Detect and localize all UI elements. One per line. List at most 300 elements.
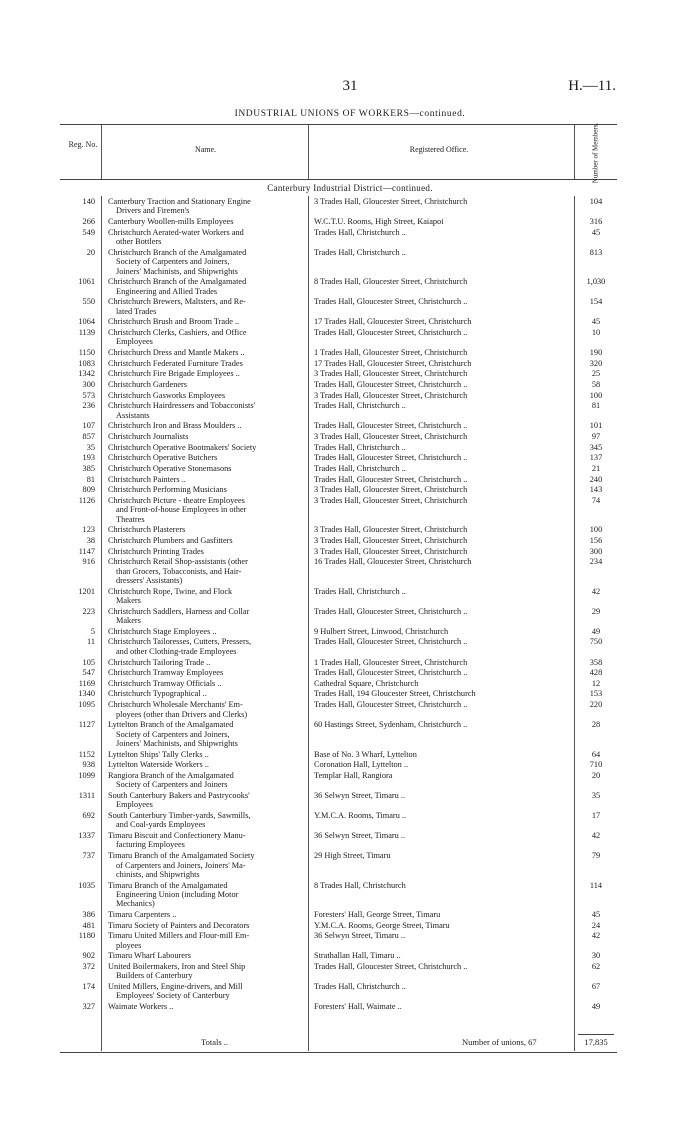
reg-number: 1064 bbox=[78, 317, 95, 327]
union-name-line: Christchurch Journalists bbox=[108, 431, 189, 441]
union-name bbox=[108, 475, 303, 484]
member-count: 137 bbox=[589, 453, 603, 463]
member-count: 42 bbox=[591, 831, 601, 841]
union-name-line: Joiners' Machinists, and Shipwrights bbox=[116, 738, 238, 748]
union-name bbox=[108, 380, 303, 389]
union-name-line: Christchurch Tailoresses, Cutters, Pressers, bbox=[108, 637, 252, 647]
union-name-line: Christchurch Printing Trades bbox=[108, 546, 204, 556]
reg-number: 481 bbox=[82, 920, 95, 930]
union-name bbox=[108, 217, 303, 226]
registered-office: Y.M.C.A. Rooms, George Street, Timaru bbox=[314, 920, 450, 930]
member-count: 358 bbox=[589, 657, 603, 667]
registered-office: 36 Selwyn Street, Timaru .. bbox=[314, 931, 406, 941]
reg-number: 1126 bbox=[78, 495, 95, 505]
union-name-line: Timaru United Millers and Flour-mill Em- bbox=[108, 931, 250, 941]
member-count: 143 bbox=[589, 485, 603, 495]
union-name bbox=[108, 297, 303, 316]
union-name-line: Christchurch Rope, Twine, and Flock bbox=[108, 586, 233, 596]
union-name bbox=[108, 485, 303, 494]
union-name bbox=[108, 951, 303, 960]
union-name bbox=[108, 228, 303, 247]
registered-office: Strathallan Hall, Timaru .. bbox=[314, 951, 401, 961]
registered-office: 36 Selwyn Street, Timaru .. bbox=[314, 831, 406, 841]
union-name-line: Christchurch Gasworks Employees bbox=[108, 390, 226, 400]
union-name-line: Employees bbox=[116, 337, 153, 347]
union-name bbox=[108, 658, 303, 667]
document-code: H.—11. bbox=[568, 78, 616, 94]
union-name-line: Assistants bbox=[116, 410, 150, 420]
registered-office: Trades Hall, Gloucester Street, Christchurch .. bbox=[314, 962, 468, 971]
union-name-line: Employees bbox=[116, 800, 153, 810]
reg-number: 123 bbox=[82, 525, 95, 535]
union-name bbox=[108, 668, 303, 677]
reg-number: 1150 bbox=[78, 348, 95, 357]
reg-number: 386 bbox=[82, 910, 95, 919]
member-count: 12 bbox=[591, 678, 601, 688]
registered-office: Cathedral Square, Christchurch bbox=[314, 678, 419, 688]
union-name-line: Builders of Canterbury bbox=[116, 971, 193, 981]
union-name bbox=[108, 443, 303, 452]
member-count: 74 bbox=[591, 495, 601, 505]
column-header-members: Number of Members. bbox=[591, 122, 600, 183]
registered-office: 1 Trades Hall, Gloucester Street, Christchurch bbox=[314, 657, 468, 667]
reg-number: 35 bbox=[86, 442, 95, 452]
registered-office: W.C.T.U. Rooms, High Street, Kaiapoi bbox=[314, 217, 444, 227]
union-name bbox=[108, 1002, 303, 1011]
reg-number: 1311 bbox=[78, 790, 95, 800]
member-count: 234 bbox=[589, 557, 603, 567]
union-name-line: Timaru Branch of the Amalgamated Society bbox=[108, 851, 255, 861]
reg-number: 300 bbox=[82, 379, 95, 389]
member-count: 190 bbox=[589, 348, 603, 357]
column-divider-3 bbox=[574, 125, 575, 179]
registered-office: 3 Trades Hall, Gloucester Street, Christchurch bbox=[314, 197, 468, 206]
union-name-line: Drivers and Firemen's bbox=[116, 206, 190, 216]
totals-unions: Number of unions, 67 bbox=[462, 1037, 537, 1047]
member-count: 153 bbox=[589, 689, 603, 699]
union-name bbox=[108, 421, 303, 430]
union-name-line: Christchurch Operative Butchers bbox=[108, 453, 218, 463]
union-name bbox=[108, 689, 303, 698]
union-name-line: Mechanics) bbox=[116, 899, 155, 909]
registered-office: Trades Hall, Christchurch .. bbox=[314, 463, 406, 473]
member-count: 813 bbox=[589, 247, 603, 257]
union-name-line: Timaru Biscuit and Confectionery Manu- bbox=[108, 831, 246, 841]
registered-office: 9 Hulbert Street, Linwood, Christchurch bbox=[314, 626, 449, 636]
member-count: 58 bbox=[591, 379, 601, 389]
union-name-line: Christchurch Plumbers and Gasfitters bbox=[108, 535, 233, 545]
union-name bbox=[108, 248, 303, 276]
union-name-line: Society of Carpenters and Joiners bbox=[116, 780, 228, 790]
union-name-line: Christchurch Performing Musicians bbox=[108, 485, 227, 495]
union-name-line: Christchurch Aerated-water Workers and bbox=[108, 227, 244, 237]
reg-number: 1083 bbox=[78, 358, 95, 368]
union-name bbox=[108, 453, 303, 462]
reg-number: 11 bbox=[87, 637, 95, 647]
union-name-line: lated Trades bbox=[116, 306, 157, 316]
union-name bbox=[108, 369, 303, 378]
union-name-line: Christchurch Branch of the Amalgamated bbox=[108, 277, 247, 287]
registered-office: Trades Hall, 194 Gloucester Street, Christchurch bbox=[314, 689, 476, 699]
reg-number: 193 bbox=[82, 453, 95, 463]
registered-office: Trades Hall, Gloucester Street, Christchurch .. bbox=[314, 421, 468, 431]
member-count: 45 bbox=[591, 317, 601, 327]
header-rule bbox=[60, 179, 617, 180]
union-name bbox=[108, 557, 303, 585]
union-name-line: Lyttelton Branch of the Amalgamated bbox=[108, 720, 234, 730]
member-count: 1,030 bbox=[586, 277, 606, 287]
union-name bbox=[108, 317, 303, 326]
registered-office: Trades Hall, Gloucester Street, Christchurch .. bbox=[314, 379, 468, 389]
registered-office: 8 Trades Hall, Gloucester Street, Christchurch bbox=[314, 277, 468, 287]
reg-number: 938 bbox=[82, 760, 95, 770]
registered-office: Trades Hall, Christchurch .. bbox=[314, 442, 406, 452]
page-number: 31 bbox=[342, 78, 358, 94]
union-name bbox=[108, 881, 303, 909]
member-count: 17 bbox=[591, 811, 601, 820]
member-count: 29 bbox=[591, 606, 601, 616]
union-name-line: Lyttelton Ships' Tally Clerks .. bbox=[108, 749, 209, 759]
registered-office: 3 Trades Hall, Gloucester Street, Christchurch bbox=[314, 369, 468, 379]
union-name bbox=[108, 359, 303, 368]
union-name-line: South Canterbury Timber-yards, Sawmills, bbox=[108, 811, 251, 820]
registered-office: Trades Hall, Gloucester Street, Christchurch .. bbox=[314, 606, 468, 616]
column-divider-1 bbox=[101, 125, 102, 179]
union-name-line: Waimate Workers .. bbox=[108, 1002, 174, 1012]
union-name-line: chinists, and Shipwrights bbox=[116, 869, 200, 879]
union-name-line: and other Clothing-trade Employees bbox=[116, 646, 237, 656]
member-count: 97 bbox=[591, 431, 601, 441]
member-count: 114 bbox=[589, 880, 603, 890]
top-rule bbox=[60, 124, 617, 125]
registered-office: Trades Hall, Gloucester Street, Christchurch .. bbox=[314, 700, 468, 710]
reg-number: 809 bbox=[82, 485, 95, 495]
registered-office: Trades Hall, Gloucester Street, Christchurch .. bbox=[314, 453, 468, 463]
registered-office: Trades Hall, Christchurch .. bbox=[314, 586, 406, 596]
union-name bbox=[108, 760, 303, 769]
union-name-line: Christchurch Federated Furniture Trades bbox=[108, 358, 243, 368]
union-name-line: Canterbury Traction and Stationary Engine bbox=[108, 197, 251, 206]
union-name bbox=[108, 525, 303, 534]
reg-number: 916 bbox=[82, 557, 95, 567]
reg-number: 81 bbox=[86, 474, 95, 484]
union-name bbox=[108, 391, 303, 400]
registered-office: Trades Hall, Christchurch .. bbox=[314, 227, 406, 237]
union-name-line: Christchurch Hairdressers and Tobacconists' bbox=[108, 401, 256, 411]
reg-number: 385 bbox=[82, 463, 95, 473]
registered-office: Y.M.C.A. Rooms, Timaru .. bbox=[314, 811, 407, 820]
reg-number: 1201 bbox=[78, 586, 95, 596]
union-name-line: and Front-of-house Employees in other bbox=[116, 505, 247, 515]
member-count: 24 bbox=[591, 920, 601, 930]
member-count: 710 bbox=[589, 760, 603, 770]
column-header-office: Registered Office. bbox=[409, 145, 469, 154]
reg-number: 38 bbox=[86, 535, 95, 545]
registered-office: 3 Trades Hall, Gloucester Street, Christchurch bbox=[314, 431, 468, 441]
member-count: 35 bbox=[591, 790, 601, 800]
union-name bbox=[108, 700, 303, 719]
column-divider-6 bbox=[574, 196, 575, 1051]
member-count: 42 bbox=[591, 586, 601, 596]
table-title: INDUSTRIAL UNIONS OF WORKERS—continued. bbox=[234, 109, 466, 119]
union-name-line: Christchurch Painters .. bbox=[108, 474, 186, 484]
reg-number: 1169 bbox=[78, 678, 95, 688]
union-name bbox=[108, 607, 303, 626]
registered-office: 3 Trades Hall, Gloucester Street, Christchurch bbox=[314, 390, 468, 400]
union-name-line: Christchurch Tramway Officials .. bbox=[108, 678, 222, 688]
reg-number: 236 bbox=[82, 401, 95, 411]
registered-office: 36 Selwyn Street, Timaru .. bbox=[314, 790, 406, 800]
member-count: 20 bbox=[591, 770, 601, 780]
member-count: 81 bbox=[591, 401, 601, 411]
member-count: 64 bbox=[591, 749, 601, 759]
column-divider-2 bbox=[308, 125, 309, 179]
union-name bbox=[108, 536, 303, 545]
registered-office: Base of No. 3 Wharf, Lyttelton bbox=[314, 749, 417, 759]
column-header-reg: Reg. No. bbox=[68, 140, 98, 149]
union-name-line: Timaru Society of Painters and Decorators bbox=[108, 920, 250, 930]
reg-number: 857 bbox=[82, 431, 95, 441]
union-name bbox=[108, 401, 303, 420]
reg-number: 737 bbox=[82, 851, 95, 861]
union-name-line: South Canterbury Bakers and Pastrycooks' bbox=[108, 790, 250, 800]
member-count: 316 bbox=[589, 217, 603, 227]
registered-office: Trades Hall, Gloucester Street, Christchurch .. bbox=[314, 637, 468, 647]
union-name bbox=[108, 328, 303, 347]
union-name bbox=[108, 277, 303, 296]
member-count: 49 bbox=[591, 1002, 601, 1012]
reg-number: 573 bbox=[82, 390, 95, 400]
member-count: 156 bbox=[589, 535, 603, 545]
union-name bbox=[108, 771, 303, 790]
union-name-line: other Bottlers bbox=[116, 237, 162, 247]
union-name-line: Christchurch Plasterers bbox=[108, 525, 186, 535]
registered-office: Trades Hall, Gloucester Street, Christchurch .. bbox=[314, 297, 468, 307]
union-name-line: Christchurch Picture - theatre Employees bbox=[108, 495, 245, 505]
registered-office: 3 Trades Hall, Gloucester Street, Christchurch bbox=[314, 535, 468, 545]
reg-number: 1127 bbox=[78, 720, 95, 730]
union-name-line: Christchurch Typographical .. bbox=[108, 689, 207, 699]
union-name bbox=[108, 496, 303, 524]
union-name-line: Christchurch Saddlers, Harness and Collar bbox=[108, 606, 250, 616]
registered-office: 3 Trades Hall, Gloucester Street, Christchurch bbox=[314, 546, 468, 556]
member-count: 45 bbox=[591, 227, 601, 237]
union-name-line: Joiners' Machinists, and Shipwrights bbox=[116, 266, 238, 276]
union-name-line: Christchurch Clerks, Cashiers, and Office bbox=[108, 327, 247, 337]
union-name-line: facturing Employees bbox=[116, 840, 185, 850]
registered-office: 3 Trades Hall, Gloucester Street, Christchurch bbox=[314, 485, 468, 495]
member-count: 28 bbox=[591, 720, 601, 730]
reg-number: 1147 bbox=[78, 546, 95, 556]
member-count: 300 bbox=[589, 546, 603, 556]
union-name bbox=[108, 627, 303, 636]
registered-office: Trades Hall, Gloucester Street, Christchurch .. bbox=[314, 327, 468, 337]
union-name bbox=[108, 811, 303, 830]
member-count: 62 bbox=[591, 962, 601, 971]
member-count: 100 bbox=[589, 390, 603, 400]
union-name bbox=[108, 348, 303, 357]
union-name-line: Engineering and Allied Trades bbox=[116, 286, 218, 296]
union-name-line: Christchurch Tailoring Trade .. bbox=[108, 657, 211, 667]
union-name-line: ployees (other than Drivers and Clerks) bbox=[116, 709, 248, 719]
union-name-line: dressers' Assistants) bbox=[116, 576, 183, 586]
member-count: 428 bbox=[589, 668, 603, 678]
member-count: 79 bbox=[591, 851, 601, 861]
reg-number: 1180 bbox=[78, 931, 95, 941]
reg-number: 327 bbox=[82, 1002, 95, 1012]
registered-office: Trades Hall, Christchurch .. bbox=[314, 247, 406, 257]
union-name-line: Christchurch Iron and Brass Moulders .. bbox=[108, 421, 242, 431]
reg-number: 107 bbox=[82, 421, 95, 431]
registered-office: 3 Trades Hall, Gloucester Street, Christchurch bbox=[314, 525, 468, 535]
union-name-line: Christchurch Operative Stonemasons bbox=[108, 463, 232, 473]
union-name-line: Christchurch Brush and Broom Trade .. bbox=[108, 317, 240, 327]
reg-number: 1342 bbox=[78, 369, 95, 379]
reg-number: 902 bbox=[82, 951, 95, 961]
member-count: 21 bbox=[591, 463, 601, 473]
union-name-line: Employees' Society of Canterbury bbox=[116, 991, 230, 1001]
column-divider-5 bbox=[308, 196, 309, 1051]
member-count: 100 bbox=[589, 525, 603, 535]
union-name bbox=[108, 982, 303, 1001]
member-count: 45 bbox=[591, 910, 601, 919]
registered-office: Trades Hall, Gloucester Street, Christchurch .. bbox=[314, 668, 468, 678]
union-name bbox=[108, 791, 303, 810]
totals-rule bbox=[578, 1034, 614, 1035]
reg-number: 20 bbox=[86, 247, 95, 257]
union-name-line: Christchurch Retail Shop-assistants (other bbox=[108, 557, 248, 567]
registered-office: Foresters' Hall, George Street, Timaru bbox=[314, 910, 441, 919]
registered-office: 17 Trades Hall, Gloucester Street, Christchurch bbox=[314, 358, 472, 368]
union-name-line: Christchurch Operative Bootmakers' Society bbox=[108, 442, 257, 452]
union-name-line: Timaru Wharf Labourers bbox=[108, 951, 191, 961]
column-divider-4 bbox=[101, 196, 102, 1051]
member-count: 345 bbox=[589, 442, 603, 452]
registered-office: 16 Trades Hall, Gloucester Street, Christchurch bbox=[314, 557, 472, 567]
union-name-line: Christchurch Dress and Mantle Makers .. bbox=[108, 348, 245, 357]
union-name-line: Theatres bbox=[116, 514, 145, 524]
reg-number: 1035 bbox=[78, 880, 95, 890]
member-count: 49 bbox=[591, 626, 601, 636]
union-name bbox=[108, 464, 303, 473]
member-count: 101 bbox=[589, 421, 603, 431]
column-header-name: Name. bbox=[194, 145, 217, 154]
union-name-line: Christchurch Branch of the Amalgamated bbox=[108, 247, 247, 257]
union-name-line: United Millers, Engine-drivers, and Mill bbox=[108, 982, 243, 992]
union-name-line: Christchurch Tramway Employees bbox=[108, 668, 224, 678]
union-name bbox=[108, 587, 303, 606]
reg-number: 174 bbox=[82, 982, 95, 992]
reg-number: 1340 bbox=[78, 689, 95, 699]
member-count: 104 bbox=[589, 197, 603, 206]
registered-office: Trades Hall, Gloucester Street, Christchurch .. bbox=[314, 474, 468, 484]
union-name-line: Society of Carpenters and Joiners, bbox=[116, 257, 230, 267]
union-name-line: Christchurch Stage Employees .. bbox=[108, 626, 217, 636]
reg-number: 1337 bbox=[78, 831, 95, 841]
union-name bbox=[108, 432, 303, 441]
reg-number: 1099 bbox=[78, 770, 95, 780]
union-name-line: Christchurch Fire Brigade Employees .. bbox=[108, 369, 240, 379]
union-name bbox=[108, 851, 303, 879]
district-heading: Canterbury Industrial District—continued. bbox=[267, 183, 433, 193]
union-name bbox=[108, 910, 303, 919]
union-name-line: Makers bbox=[116, 596, 141, 606]
union-name bbox=[108, 750, 303, 759]
union-name-line: than Grocers, Tobacconists, and Hair- bbox=[116, 566, 242, 576]
reg-number: 547 bbox=[82, 668, 95, 678]
union-name-line: ployees bbox=[116, 940, 142, 950]
registered-office: 8 Trades Hall, Christchurch bbox=[314, 880, 406, 890]
reg-number: 1095 bbox=[78, 700, 95, 710]
union-name-line: Christchurch Wholesale Merchants' Em- bbox=[108, 700, 243, 710]
union-name-line: Makers bbox=[116, 616, 141, 626]
union-name-line: Christchurch Brewers, Maltsters, and Re- bbox=[108, 297, 246, 307]
union-name-line: Christchurch Gardeners bbox=[108, 379, 188, 389]
reg-number: 1061 bbox=[78, 277, 95, 287]
registered-office: Coronation Hall, Lyttelton .. bbox=[314, 760, 409, 770]
reg-number: 550 bbox=[82, 297, 95, 307]
registered-office: 29 High Street, Timaru bbox=[314, 851, 391, 861]
union-name bbox=[108, 197, 303, 216]
registered-office: Templar Hall, Rangiora bbox=[314, 770, 393, 780]
union-name-line: United Boilermakers, Iron and Steel Ship bbox=[108, 962, 246, 971]
union-name-line: Rangiora Branch of the Amalgamated bbox=[108, 770, 234, 780]
registered-office: Trades Hall, Christchurch .. bbox=[314, 982, 406, 992]
member-count: 25 bbox=[591, 369, 601, 379]
member-count: 750 bbox=[589, 637, 603, 647]
union-name bbox=[108, 931, 303, 950]
member-count: 320 bbox=[589, 358, 603, 368]
registered-office: Trades Hall, Christchurch .. bbox=[314, 401, 406, 411]
union-name bbox=[108, 831, 303, 850]
union-name bbox=[108, 637, 303, 656]
union-name-line: of Carpenters and Joiners, Joiners' Ma- bbox=[116, 860, 246, 870]
union-name bbox=[108, 962, 303, 981]
registered-office: 3 Trades Hall, Gloucester Street, Christchurch bbox=[314, 495, 468, 505]
reg-number: 105 bbox=[82, 657, 95, 667]
totals-label: Totals .. bbox=[201, 1037, 229, 1047]
reg-number: 549 bbox=[82, 227, 95, 237]
union-name bbox=[108, 679, 303, 688]
member-count: 42 bbox=[591, 931, 601, 941]
reg-number: 1139 bbox=[78, 327, 95, 337]
union-name-line: Timaru Branch of the Amalgamated bbox=[108, 880, 228, 890]
registered-office: 60 Hastings Street, Sydenham, Christchurch .. bbox=[314, 720, 468, 730]
union-name-line: Society of Carpenters and Joiners, bbox=[116, 729, 230, 739]
member-count: 10 bbox=[591, 327, 601, 337]
bottom-rule bbox=[60, 1052, 617, 1053]
union-name-line: Canterbury Woollen-mills Employees bbox=[108, 217, 234, 227]
union-name-line: Engineering Union (including Motor bbox=[116, 889, 239, 899]
reg-number: 1152 bbox=[78, 749, 95, 759]
totals-members: 17,835 bbox=[584, 1037, 608, 1047]
registered-office: 1 Trades Hall, Gloucester Street, Christchurch bbox=[314, 348, 468, 357]
union-name-line: and Coal-yards Employees bbox=[116, 820, 206, 830]
member-count: 220 bbox=[589, 700, 603, 710]
member-count: 30 bbox=[591, 951, 601, 961]
union-name bbox=[108, 547, 303, 556]
member-count: 240 bbox=[589, 474, 603, 484]
member-count: 154 bbox=[589, 297, 603, 307]
reg-number: 372 bbox=[82, 962, 95, 971]
reg-number: 5 bbox=[90, 626, 95, 636]
union-name-line: Timaru Carpenters .. bbox=[108, 910, 177, 919]
reg-number: 140 bbox=[82, 197, 95, 206]
union-name bbox=[108, 921, 303, 930]
union-name-line: Lyttelton Waterside Workers .. bbox=[108, 760, 209, 770]
reg-number: 692 bbox=[82, 811, 95, 820]
registered-office: Foresters' Hall, Waimate .. bbox=[314, 1002, 402, 1012]
